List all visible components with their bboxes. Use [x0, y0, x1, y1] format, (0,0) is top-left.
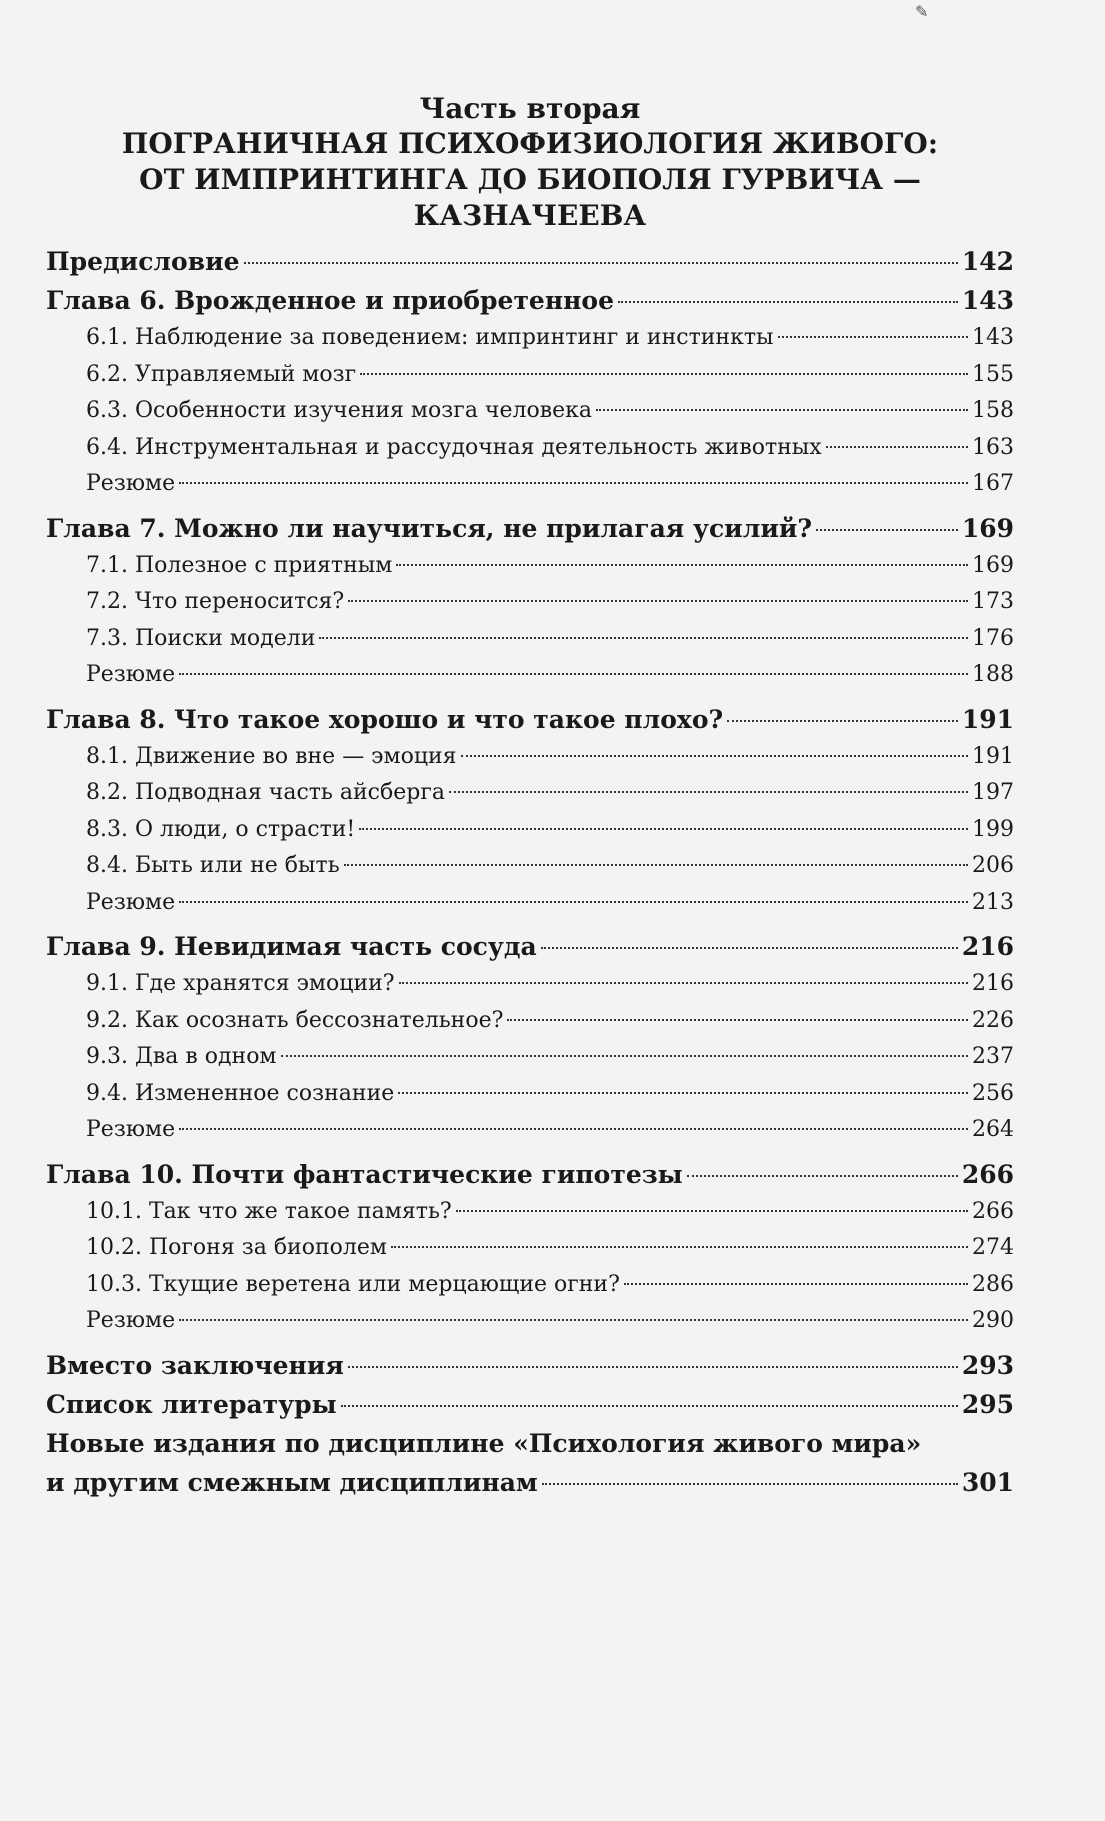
final-entry-title-1: Новые издания по дисциплине «Психология живого мира»	[46, 1428, 922, 1458]
toc-section-entry	[46, 466, 1014, 503]
toc-entry-title: 7.2. Что переносится?	[86, 589, 345, 614]
toc-entry-page: 169	[961, 513, 1014, 543]
dot-leader	[344, 864, 968, 866]
toc-section-entry	[46, 621, 1014, 658]
corner-mark: ✎	[915, 2, 929, 21]
toc-entry-title: 6.4. Инструментальная и рассудочная деятельность животных	[86, 434, 822, 460]
toc-entry-page: 216	[961, 932, 1014, 961]
toc-section-entry	[46, 357, 1014, 394]
toc-entry-title: Глава 10. Почти фантастические гипотезы	[46, 1159, 683, 1189]
toc-entry-title: 7.3. Поиски модели	[86, 625, 316, 651]
part-heading	[46, 92, 1014, 234]
toc-page	[46, 92, 1014, 1502]
toc-section-entry	[46, 1194, 1014, 1231]
toc-entry-title: Резюме	[86, 889, 176, 915]
toc-section-entry	[46, 1230, 1014, 1267]
toc-chapter-entry	[46, 281, 1014, 320]
toc-chapter-entry	[46, 700, 1014, 739]
toc-entry-title: 9.2. Как осознать бессознательное?	[86, 1007, 504, 1033]
table-of-contents	[46, 242, 1014, 1424]
toc-entry-page: 199	[972, 816, 1014, 842]
toc-section-entry	[46, 739, 1014, 776]
part-title-line-3: КАЗНАЧЕЕВА	[413, 199, 647, 232]
toc-section-entry	[46, 1267, 1014, 1304]
final-entry	[46, 1424, 1014, 1502]
final-entry-line-2	[46, 1463, 1014, 1502]
part-title-line-1: ПОГРАНИЧНАЯ ПСИХОФИЗИОЛОГИЯ ЖИВОГО:	[121, 127, 939, 160]
toc-entry-title: 9.4. Измененное сознание	[86, 1080, 395, 1106]
dot-leader	[816, 529, 958, 531]
dot-leader	[179, 1128, 968, 1130]
toc-entry-page: 295	[961, 1389, 1014, 1419]
dot-leader	[541, 947, 958, 949]
toc-entry-page: 290	[972, 1308, 1014, 1333]
toc-entry-title: Глава 8. Что такое хорошо и что такое плохо?	[46, 704, 724, 734]
dot-leader	[319, 637, 968, 639]
toc-entry-title: Глава 6. Врожденное и приобретенное	[46, 286, 615, 315]
toc-entry-page: 266	[972, 1198, 1014, 1224]
toc-entry-page: 264	[972, 1117, 1014, 1142]
toc-entry-page: 163	[972, 434, 1014, 460]
toc-section-entry	[46, 393, 1014, 430]
toc-section-entry	[46, 1039, 1014, 1076]
toc-chapter-entry	[46, 1155, 1014, 1194]
toc-entry-page: 167	[972, 471, 1014, 496]
dot-leader	[359, 828, 968, 830]
toc-section-entry	[46, 657, 1014, 694]
dot-leader	[596, 409, 968, 411]
dot-leader	[179, 673, 968, 675]
toc-entry-page: 197	[972, 780, 1014, 805]
toc-section-entry	[46, 1112, 1014, 1149]
final-entry-title-2: и другим смежным дисциплинам	[46, 1467, 538, 1497]
dot-leader	[348, 1366, 958, 1368]
toc-section-entry	[46, 812, 1014, 849]
dot-leader	[281, 1055, 968, 1057]
toc-section-entry	[46, 848, 1014, 885]
toc-entry-title: 6.3. Особенности изучения мозга человека	[86, 398, 592, 423]
toc-entry-page: 176	[972, 625, 1014, 651]
toc-entry-title: Резюме	[86, 662, 176, 687]
toc-entry-page: 155	[972, 361, 1014, 387]
toc-entry-page: 293	[961, 1350, 1014, 1380]
toc-entry-title: Резюме	[86, 471, 176, 496]
toc-entry-page: 173	[972, 589, 1014, 614]
toc-entry-page: 191	[961, 704, 1014, 734]
dot-leader	[348, 600, 968, 602]
toc-entry-title: Глава 9. Невидимая часть сосуда	[46, 932, 537, 961]
toc-section-entry	[46, 1076, 1014, 1113]
toc-chapter-entry	[46, 1346, 1014, 1385]
toc-entry-title: 10.1. Так что же такое память?	[86, 1198, 452, 1224]
toc-section-entry	[46, 966, 1014, 1003]
toc-entry-title: 6.1. Наблюдение за поведением: импринтинг и инстинкты	[86, 325, 774, 350]
toc-entry-title: 8.1. Движение во вне — эмоция	[86, 743, 457, 769]
toc-entry-title: 7.1. Полезное с приятным	[86, 552, 393, 578]
toc-entry-page: 237	[972, 1044, 1014, 1069]
dot-leader	[456, 1210, 968, 1212]
toc-chapter-entry	[46, 927, 1014, 966]
dot-leader	[399, 982, 968, 984]
toc-entry-page: 216	[972, 971, 1014, 996]
toc-entry-title: 8.3. О люди, о страсти!	[86, 816, 356, 842]
dot-leader	[179, 482, 968, 484]
dot-leader	[391, 1246, 968, 1248]
toc-entry-title: 10.2. Погоня за биополем	[86, 1235, 387, 1260]
toc-entry-title: 6.2. Управляемый мозг	[86, 361, 357, 387]
toc-section-entry	[46, 430, 1014, 467]
dot-leader	[244, 262, 958, 264]
dot-leader	[542, 1483, 958, 1485]
dot-leader	[341, 1405, 958, 1407]
toc-entry-title: Предисловие	[46, 247, 240, 276]
toc-entry-page: 143	[961, 286, 1014, 315]
dot-leader	[179, 1319, 968, 1321]
toc-entry-page: 188	[972, 662, 1014, 687]
toc-entry-page: 158	[972, 398, 1014, 423]
toc-section-entry	[46, 885, 1014, 922]
part-title-line-2: ОТ ИМПРИНТИНГА ДО БИОПОЛЯ ГУРВИЧА —	[139, 163, 921, 196]
toc-entry-page: 286	[972, 1271, 1014, 1297]
toc-section-entry	[46, 584, 1014, 621]
toc-entry-page: 191	[972, 743, 1014, 769]
dot-leader	[618, 301, 958, 303]
toc-chapter-entry	[46, 509, 1014, 548]
toc-entry-title: Резюме	[86, 1117, 176, 1142]
toc-entry-page: 206	[972, 853, 1014, 878]
toc-section-entry	[46, 1003, 1014, 1040]
dot-leader	[507, 1019, 968, 1021]
toc-entry-page: 169	[972, 552, 1014, 578]
toc-entry-title: 9.3. Два в одном	[86, 1044, 277, 1069]
dot-leader	[461, 755, 968, 757]
toc-entry-title: 10.3. Ткущие веретена или мерцающие огни?	[86, 1271, 620, 1297]
dot-leader	[687, 1175, 958, 1177]
final-entry-page: 301	[961, 1467, 1014, 1497]
dot-leader	[727, 720, 958, 722]
dot-leader	[449, 791, 968, 793]
dot-leader	[624, 1283, 968, 1285]
toc-chapter-entry	[46, 242, 1014, 281]
toc-entry-title: 8.4. Быть или не быть	[86, 853, 340, 878]
dot-leader	[826, 446, 968, 448]
toc-section-entry	[46, 775, 1014, 812]
dot-leader	[179, 901, 968, 903]
toc-section-entry	[46, 548, 1014, 585]
toc-entry-title: 8.2. Подводная часть айсберга	[86, 780, 445, 805]
toc-entry-title: Резюме	[86, 1308, 176, 1333]
toc-entry-title: Вместо заключения	[46, 1350, 344, 1380]
toc-section-entry	[46, 1303, 1014, 1340]
toc-entry-title: 9.1. Где хранятся эмоции?	[86, 971, 395, 996]
toc-entry-page: 213	[972, 889, 1014, 915]
toc-entry-page: 274	[972, 1235, 1014, 1260]
dot-leader	[360, 373, 968, 375]
toc-entry-title: Список литературы	[46, 1389, 337, 1419]
toc-entry-page: 266	[961, 1159, 1014, 1189]
toc-entry-title: Глава 7. Можно ли научиться, не прилагая усилий?	[46, 513, 813, 543]
toc-entry-page: 226	[972, 1007, 1014, 1033]
part-label: Часть вторая	[419, 92, 641, 125]
dot-leader	[398, 1092, 968, 1094]
final-entry-line-1	[46, 1424, 1014, 1463]
dot-leader	[778, 336, 969, 338]
toc-section-entry	[46, 320, 1014, 357]
toc-entry-page: 142	[961, 247, 1014, 276]
toc-entry-page: 256	[972, 1080, 1014, 1106]
dot-leader	[396, 564, 968, 566]
toc-chapter-entry	[46, 1385, 1014, 1424]
toc-entry-page: 143	[972, 325, 1014, 350]
